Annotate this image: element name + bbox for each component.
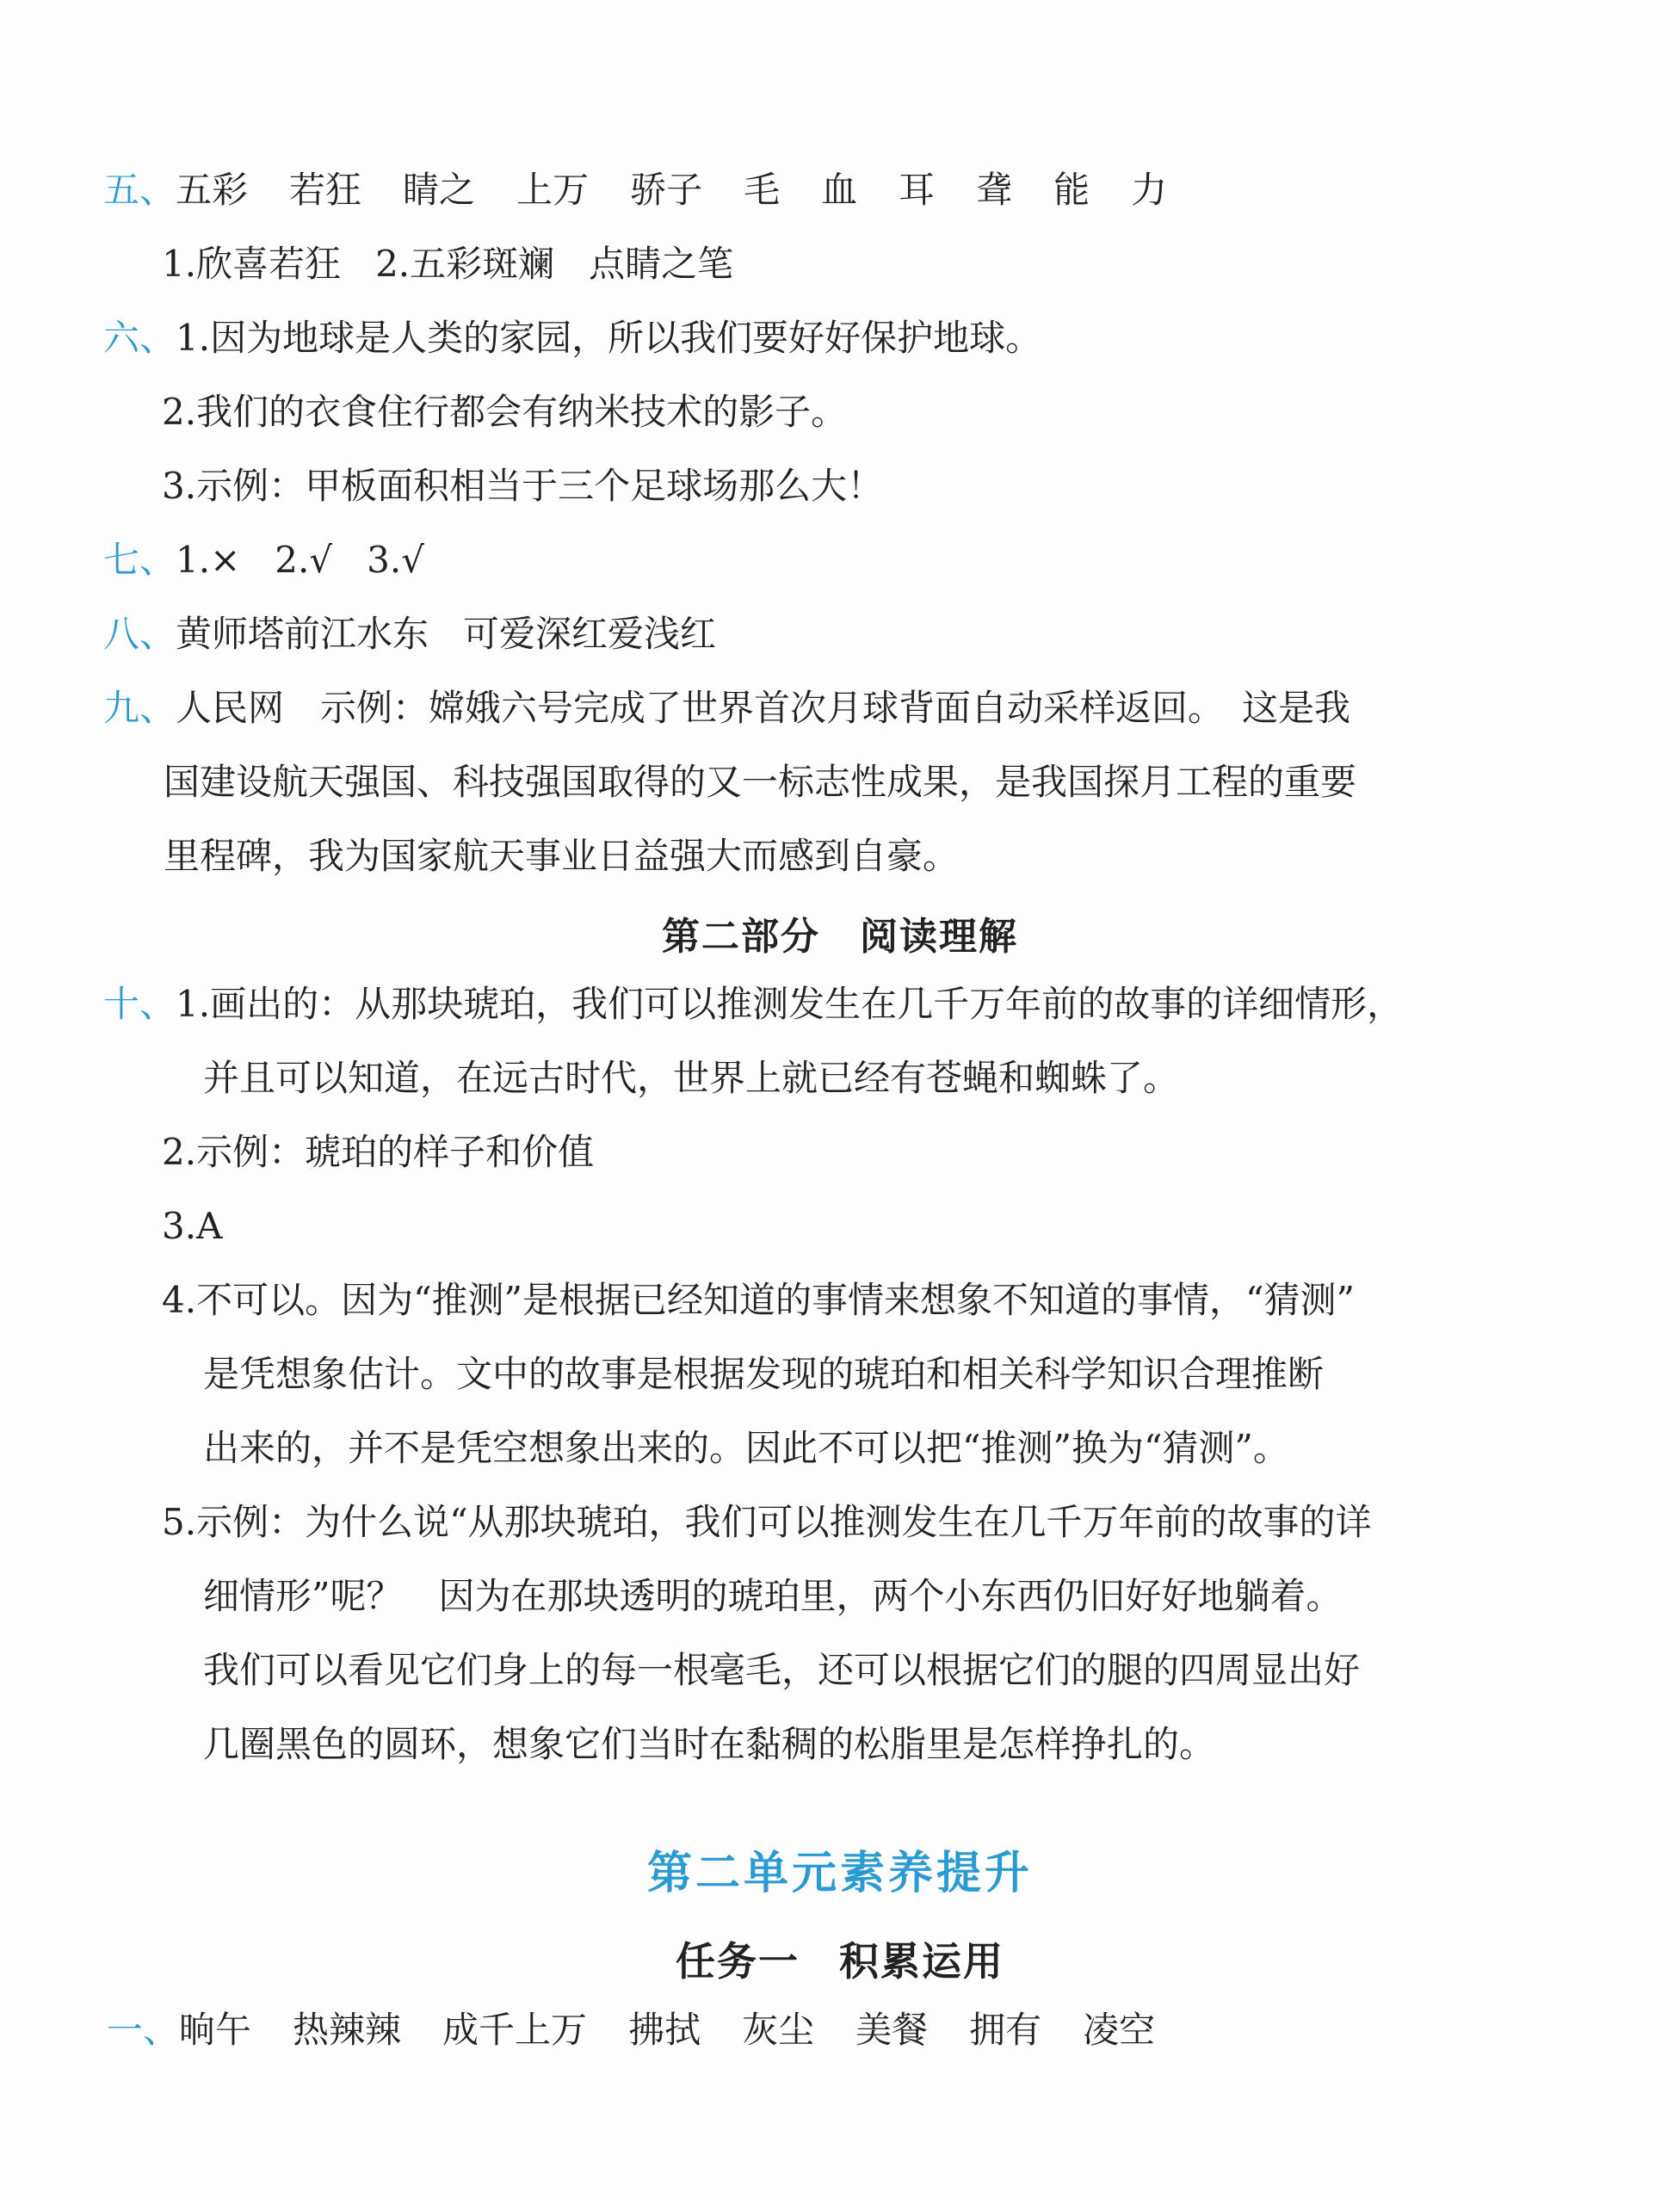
answer-word: 拥有 [969, 2009, 1042, 2051]
part-2-heading: 第二部分 阅读理解 [662, 915, 1018, 959]
answer-word: 聋 [976, 169, 1013, 211]
section-10-q4-line-3 [203, 1427, 1289, 1469]
answer-word: 若狂 [289, 169, 362, 211]
answer-word: 拂拭 [628, 2009, 701, 2051]
section-10-q5-line-4 [203, 1723, 1216, 1765]
answer-word: 美餐 [855, 2009, 929, 2051]
section-number: 八、 [103, 613, 176, 655]
answer-word: 毛 [744, 169, 781, 211]
answer-text: 4.不可以。因为“推测”是根据已经知道的事情来想象不知道的事情，“猜测” [162, 1279, 1355, 1321]
answer-text: 可爱深红爱浅红 [463, 613, 717, 655]
answer-text: 人民网 示例：嫦娥六号完成了世界首次月球背面自动采样返回。 这是我 [176, 687, 1351, 729]
section-10-q1-line-1 [103, 983, 1404, 1025]
answer-word: 睛之 [403, 169, 476, 211]
answer-word: 能 [1053, 169, 1090, 211]
section-number: 六、 [103, 317, 176, 359]
section-number: 五、 [103, 169, 176, 211]
section-9-line-1 [103, 687, 1351, 729]
answer-text: 3.A [162, 1205, 223, 1247]
answer-text: 我们可以看见它们身上的每一根毫毛，还可以根据它们的腿的四周显出好 [203, 1649, 1361, 1691]
answer-word: 骄子 [630, 169, 703, 211]
section-8-line [103, 613, 717, 655]
answer-word: 成千上万 [442, 2009, 588, 2051]
section-number: 九、 [103, 687, 176, 729]
answer-text: 5.示例：为什么说“从那块琥珀，我们可以推测发生在几千万年前的故事的详 [162, 1501, 1372, 1543]
answer-text: 1.画出的：从那块琥珀，我们可以推测发生在几千万年前的故事的详细情形， [176, 983, 1404, 1025]
answer-text: 1.因为地球是人类的家园，所以我们要好好保护地球。 [176, 317, 1042, 359]
answer-word: 晌午 [179, 2009, 252, 2051]
answer-text: 并且可以知道，在远古时代，世界上就已经有苍蝇和蜘蛛了。 [203, 1057, 1180, 1099]
answer-text: 2.我们的衣食住行都会有纳米技术的影子。 [162, 391, 848, 433]
section-10-q3 [162, 1205, 223, 1247]
answer-text: 1.× [176, 539, 241, 581]
unit-2-title: 第二单元素养提升 [646, 1848, 1033, 1899]
section-6-line-1 [103, 317, 1042, 359]
section-10-q5-line-3 [203, 1649, 1361, 1691]
answer-text: 国建设航天强国、科技强国取得的又一标志性成果，是我国探月工程的重要 [164, 761, 1357, 803]
answer-word: 凌空 [1083, 2009, 1156, 2051]
answer-text: 2.√ [275, 539, 333, 581]
section-10-q5-line-1 [162, 1501, 1372, 1543]
answer-text: 1.欣喜若狂 [162, 243, 342, 285]
section-6-line-3 [162, 465, 884, 507]
section-number: 一、 [107, 2009, 180, 2051]
task-1-heading: 任务一 积累运用 [676, 1938, 1004, 1985]
section-5-line-2 [162, 243, 734, 285]
answer-text: 2.示例：琥珀的样子和价值 [162, 1131, 595, 1173]
answer-text: 2.五彩斑斓 [375, 243, 555, 285]
answer-text: 3.√ [367, 539, 424, 581]
section-5-line-1 [103, 169, 1168, 211]
section-10-q2 [162, 1131, 595, 1173]
answer-word: 灰尘 [742, 2009, 815, 2051]
answer-word: 力 [1131, 169, 1168, 211]
answer-word: 血 [821, 169, 858, 211]
section-10-q1-line-2 [203, 1057, 1180, 1099]
answer-word: 五彩 [176, 169, 249, 211]
answer-text: 里程碑，我为国家航天事业日益强大而感到自豪。 [164, 835, 960, 877]
section-number: 七、 [103, 539, 176, 581]
answer-text: 点睛之笔 [589, 243, 734, 285]
section-6-line-2 [162, 391, 848, 433]
section-9-line-3 [164, 835, 960, 877]
answer-text: 3.示例：甲板面积相当于三个足球场那么大！ [162, 465, 884, 507]
section-1-line [107, 2009, 1156, 2051]
answer-word: 上万 [516, 169, 590, 211]
answer-text: 细情形”呢？ 因为在那块透明的琥珀里，两个小东西仍旧好好地躺着。 [203, 1575, 1343, 1617]
section-10-q4-line-2 [203, 1353, 1325, 1395]
section-10-q4-line-1 [162, 1279, 1355, 1321]
section-9-line-2 [164, 761, 1357, 803]
section-7-line [103, 539, 424, 581]
section-10-q5-line-2 [203, 1575, 1343, 1617]
answer-text: 几圈黑色的圆环，想象它们当时在黏稠的松脂里是怎样挣扎的。 [203, 1723, 1216, 1765]
answer-text: 出来的，并不是凭空想象出来的。因此不可以把“推测”换为“猜测”。 [203, 1427, 1289, 1469]
answer-text: 是凭想象估计。文中的故事是根据发现的琥珀和相关科学知识合理推断 [203, 1353, 1325, 1395]
section-number: 十、 [103, 983, 176, 1025]
answer-word: 热辣辣 [293, 2009, 402, 2051]
answer-text: 黄师塔前江水东 [176, 613, 429, 655]
answer-word: 耳 [899, 169, 936, 211]
